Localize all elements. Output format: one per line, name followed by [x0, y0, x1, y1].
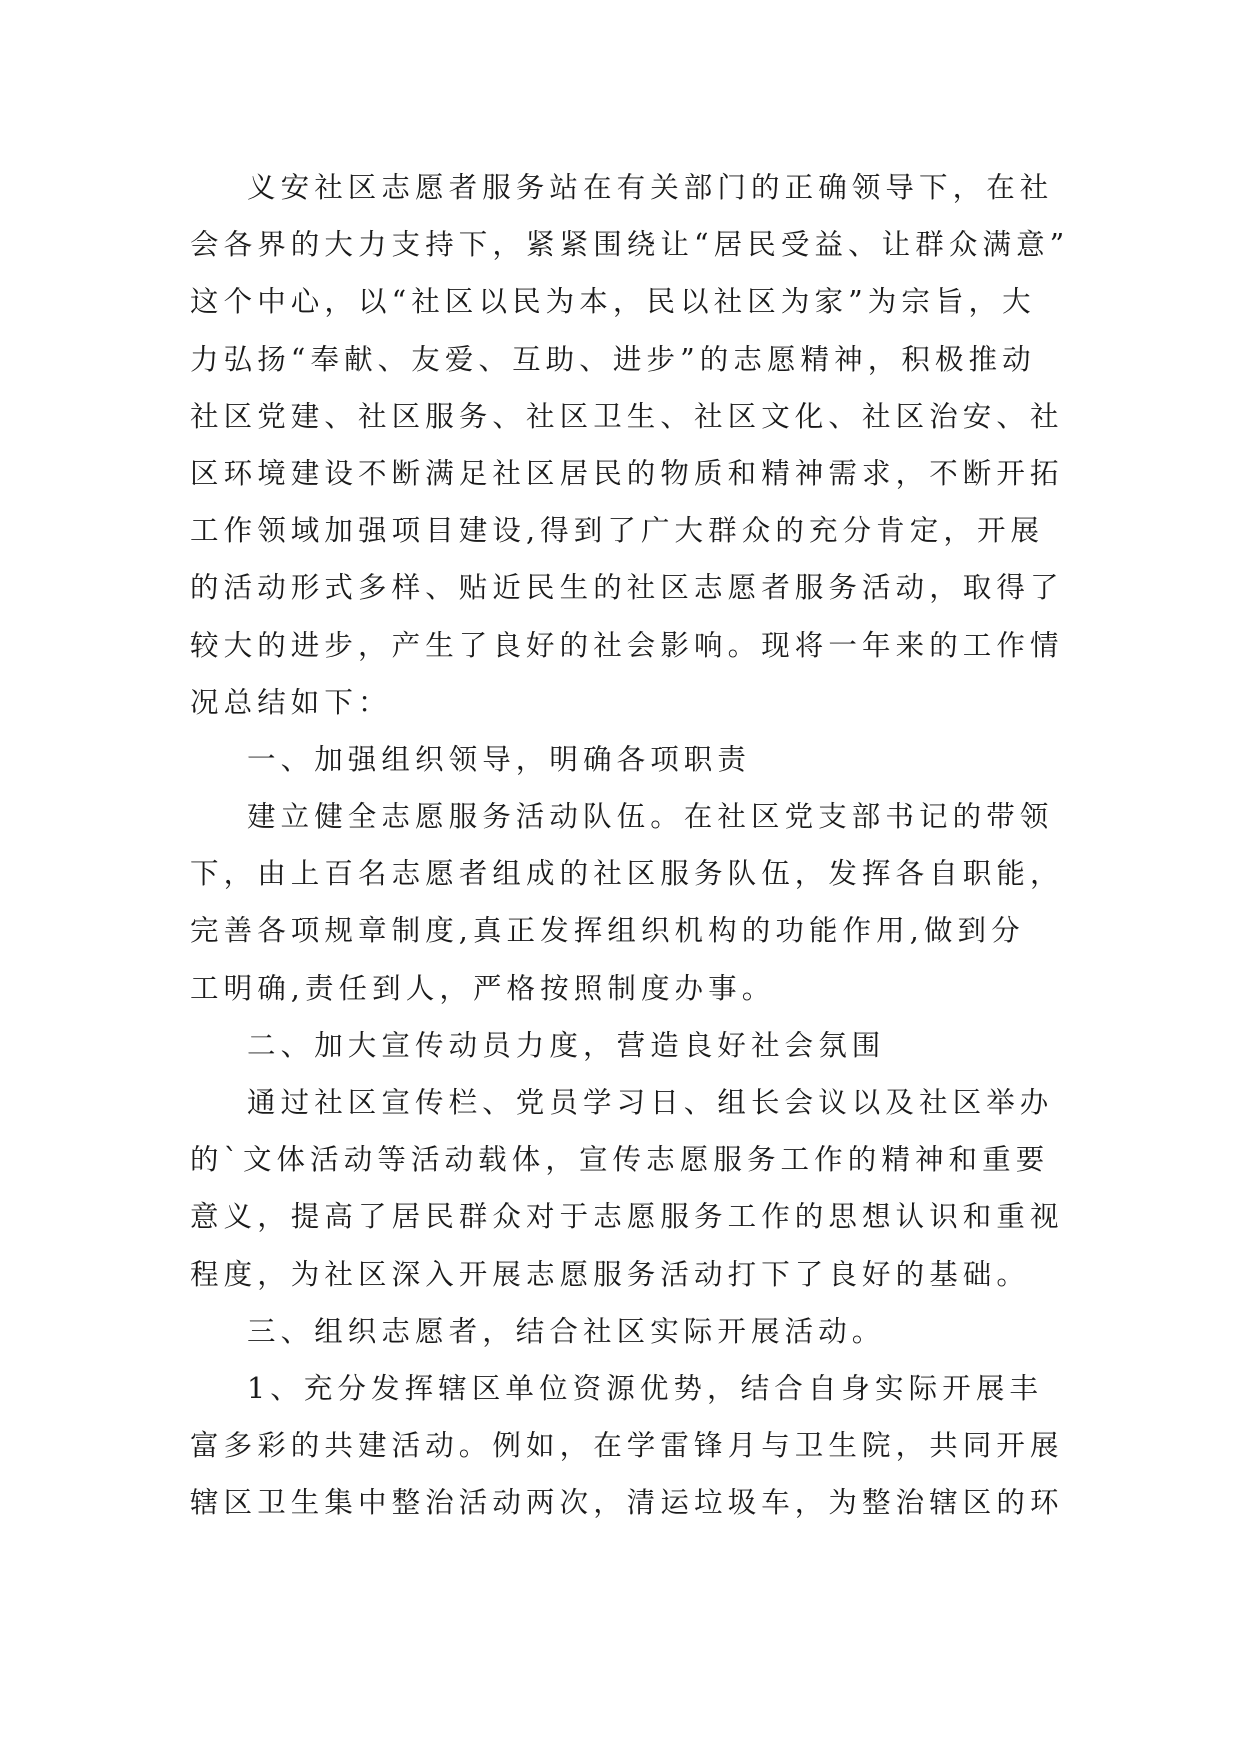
intro-paragraph-line: 会各界的大力支持下，紧紧围绕让“居民受益、让群众满意” [190, 228, 1070, 262]
section-paragraph-line: 程度，为社区深入开展志愿服务活动打下了良好的基础。 [190, 1257, 1031, 1291]
intro-paragraph-line: 工作领域加强项目建设,得到了广大群众的充分肯定，开展 [190, 514, 1045, 548]
intro-paragraph-line: 义安社区志愿者服务站在有关部门的正确领导下，在社 [247, 171, 1054, 204]
section-heading: 三、组织志愿者，结合社区实际开展活动。 [247, 1314, 886, 1348]
section-paragraph-line: 1、充分发挥辖区单位资源优势，结合自身实际开展丰 [247, 1371, 1044, 1405]
intro-paragraph-line: 的活动形式多样、贴近民生的社区志愿者服务活动，取得了 [190, 571, 1064, 605]
section-paragraph-line: 工明确,责任到人，严格按照制度办事。 [190, 971, 776, 1005]
intro-paragraph-line: 较大的进步，产生了良好的社会影响。现将一年来的工作情 [190, 628, 1064, 662]
intro-paragraph-line: 这个中心，以“社区以民为本，民以社区为家”为宗旨，大 [190, 285, 1036, 319]
section-paragraph-line: 的`文体活动等活动载体，宣传志愿服务工作的精神和重要 [190, 1143, 1050, 1177]
section-paragraph-line: 辖区卫生集中整治活动两次，清运垃圾车，为整治辖区的环 [190, 1486, 1064, 1520]
document-body [190, 159, 1070, 1532]
intro-paragraph-line: 区环境建设不断满足社区居民的物质和精神需求，不断开拓 [190, 456, 1064, 490]
section-heading: 一、加强组织领导，明确各项职责 [247, 742, 752, 776]
section-paragraph-line: 意义，提高了居民群众对于志愿服务工作的思想认识和重视 [190, 1200, 1064, 1234]
intro-paragraph-line: 力弘扬“奉献、友爱、互助、进步”的志愿精神，积极推动 [190, 342, 1036, 376]
intro-paragraph-line: 社区党建、社区服务、社区卫生、社区文化、社区治安、社 [190, 399, 1064, 433]
section-paragraph-line: 建立健全志愿服务活动队伍。在社区党支部书记的带领 [247, 800, 1054, 834]
section-paragraph-line: 富多彩的共建活动。例如，在学雷锋月与卫生院，共同开展 [190, 1429, 1064, 1463]
section-paragraph-line: 完善各项规章制度,真正发挥组织机构的功能作用,做到分 [190, 914, 1025, 948]
section-paragraph-line: 通过社区宣传栏、党员学习日、组长会议以及社区举办 [247, 1086, 1054, 1119]
intro-paragraph-line: 况总结如下： [190, 685, 392, 719]
section-paragraph-line: 下，由上百名志愿者组成的社区服务队伍，发挥各自职能， [190, 857, 1064, 891]
section-heading: 二、加大宣传动员力度，营造良好社会氛围 [247, 1028, 886, 1062]
